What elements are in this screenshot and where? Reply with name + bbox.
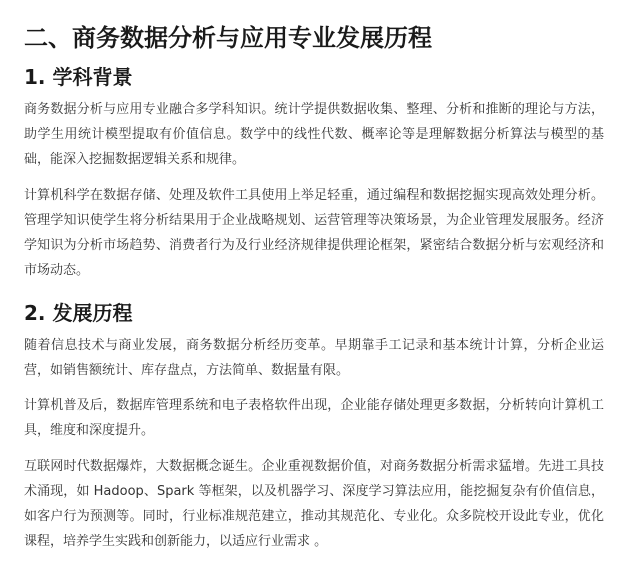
paragraph-history-1: 随着信息技术与商业发展，商务数据分析经历变革。早期靠手工记录和基本统计计算，分析企业运营，如销售额统计、库存盘点，方法简单、数据量有限。	[24, 338, 604, 378]
paragraph-history-3: 互联网时代数据爆炸，大数据概念诞生。企业重视数据价值，对商务数据分析需求猛增。先进工具技术涌现，如 Hadoop、Spark 等框架，以及机器学习、深度学习算法应用，能挖掘复杂有价值信息，如客户行为预测等。同时，行业标准规范建立，推动其规范化、专业化。众多院校开设此专业，优化课程，培养学生实践和创新能力，以适应行业需求 。	[24, 459, 604, 549]
paragraph-background-2: 计算机科学在数据存储、处理及软件工具使用上举足轻重，通过编程和数据挖掘实现高效处理分析。管理学知识使学生将分析结果用于企业战略规划、运营管理等决策场景，为企业管理发展服务。经济学知识为分析市场趋势、消费者行为及行业经济规律提供理论框架，紧密结合数据分析与宏观经济和市场动态。	[24, 188, 604, 278]
section-heading-history: 2. 发展历程	[24, 301, 133, 325]
paragraph-history-2: 计算机普及后，数据库管理系统和电子表格软件出现，企业能存储处理更多数据，分析转向计算机工具，维度和深度提升。	[24, 398, 604, 438]
paragraph-background-1: 商务数据分析与应用专业融合多学科知识。统计学提供数据收集、整理、分析和推断的理论与方法，助学生用统计模型提取有价值信息。数学中的线性代数、概率论等是理解数据分析算法与模型的基础，能深入挖掘数据逻辑关系和规律。	[24, 102, 604, 167]
document-title: 二、商务数据分析与应用专业发展历程	[24, 24, 432, 52]
section-heading-background: 1. 学科背景	[24, 65, 133, 89]
